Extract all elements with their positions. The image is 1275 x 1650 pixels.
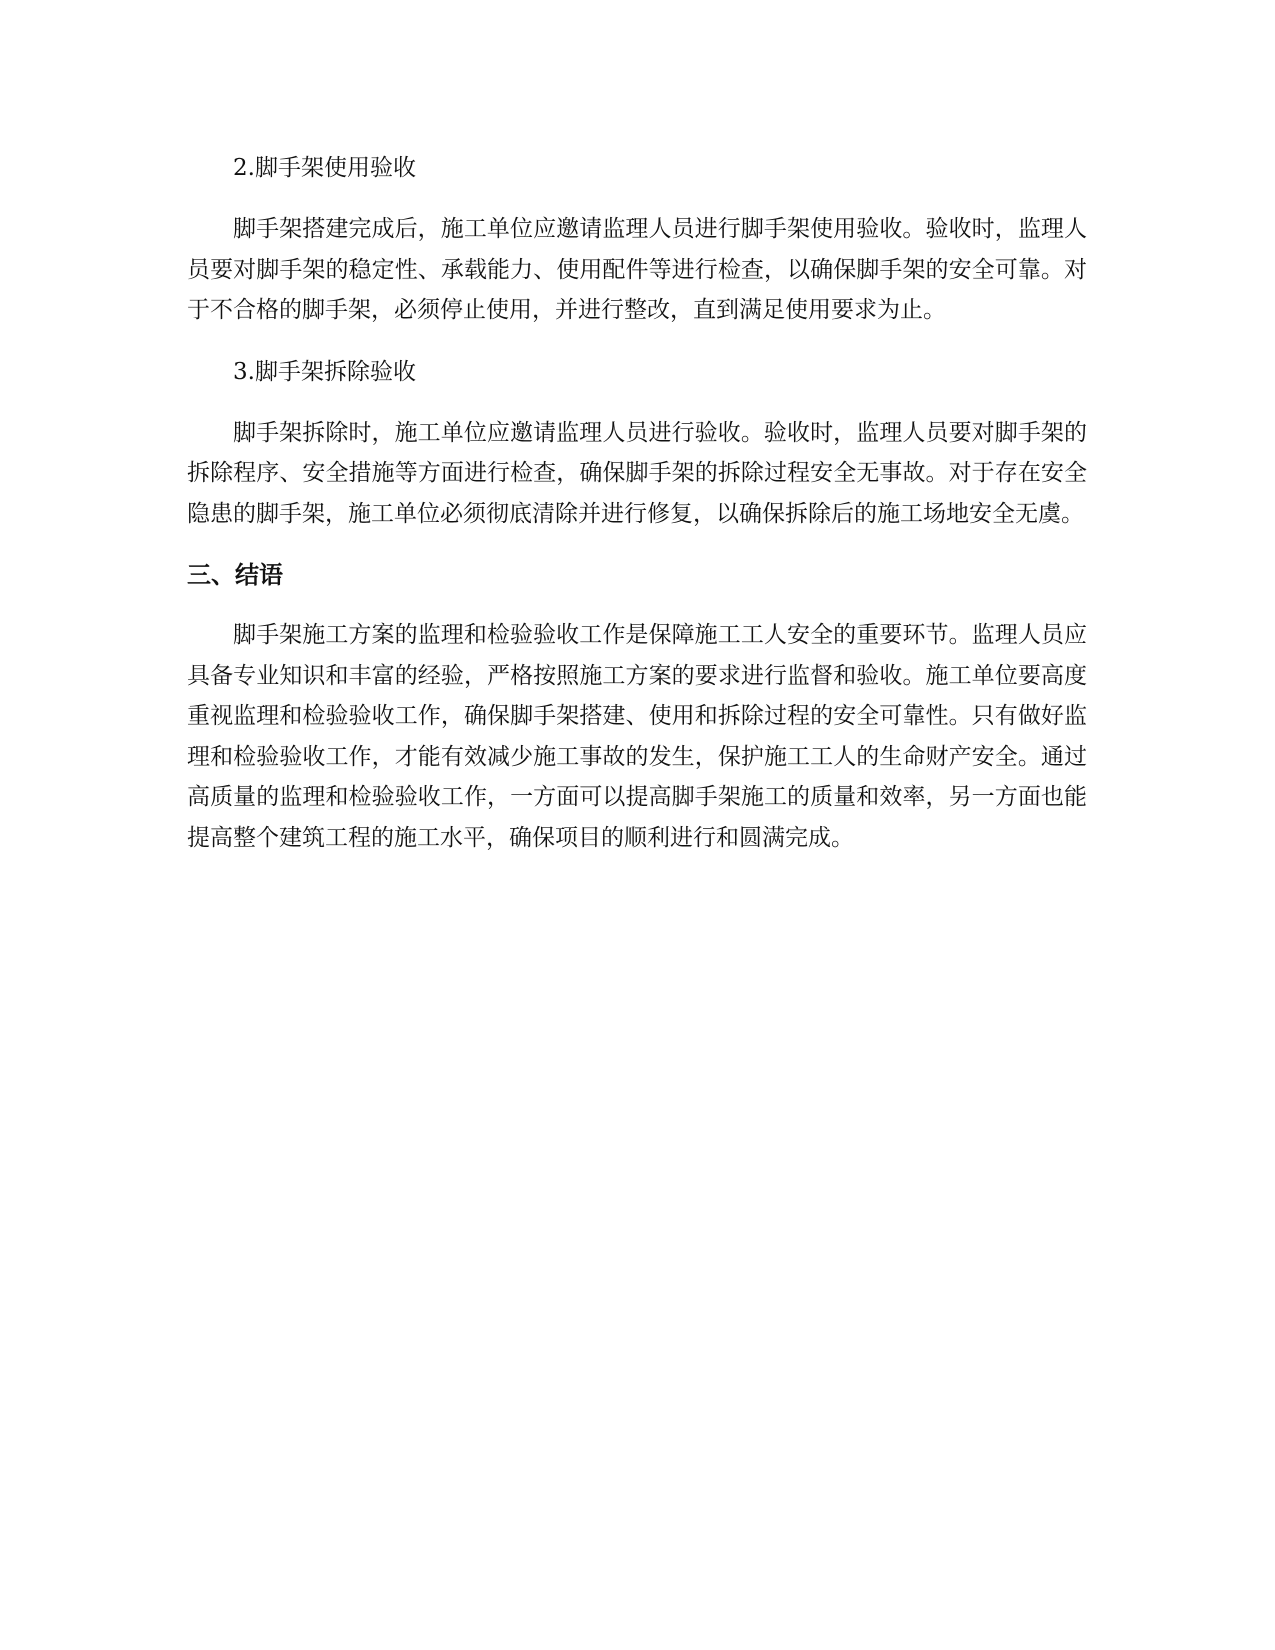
paragraph-scaffold-use-acceptance: 脚手架搭建完成后，施工单位应邀请监理人员进行脚手架使用验收。验收时，监理人员要对脚手架的稳定性、承载能力、使用配件等进行检查，以确保脚手架的安全可靠。对于不合格的脚手架，必须停止使用，并进行整改，直到满足使用要求为止。 (187, 216, 1087, 323)
paragraph-conclusion: 脚手架施工方案的监理和检验验收工作是保障施工工人安全的重要环节。监理人员应具备专业知识和丰富的经验，严格按照施工方案的要求进行监督和验收。施工单位要高度重视监理和检验验收工作，确保脚手架搭建、使用和拆除过程的安全可靠性。只有做好监理和检验验收工作，才能有效减少施工事故的发生，保护施工工人的生命财产安全。通过高质量的监理和检验验收工作，一方面可以提高脚手架施工的质量和效率，另一方面也能提高整个建筑工程的施工水平，确保项目的顺利进行和圆满完成。 (187, 622, 1087, 851)
document-body (187, 148, 1087, 879)
section-heading-conclusion: 三、结语 (187, 561, 283, 589)
subheading-scaffold-use-acceptance: 2.脚手架使用验收 (233, 155, 416, 181)
paragraph-scaffold-removal-acceptance: 脚手架拆除时，施工单位应邀请监理人员进行验收。验收时，监理人员要对脚手架的拆除程序、安全措施等方面进行检查，确保脚手架的拆除过程安全无事故。对于存在安全隐患的脚手架，施工单位必须彻底清除并进行修复，以确保拆除后的施工场地安全无虞。 (187, 419, 1087, 527)
subheading-scaffold-removal-acceptance: 3.脚手架拆除验收 (233, 358, 416, 385)
